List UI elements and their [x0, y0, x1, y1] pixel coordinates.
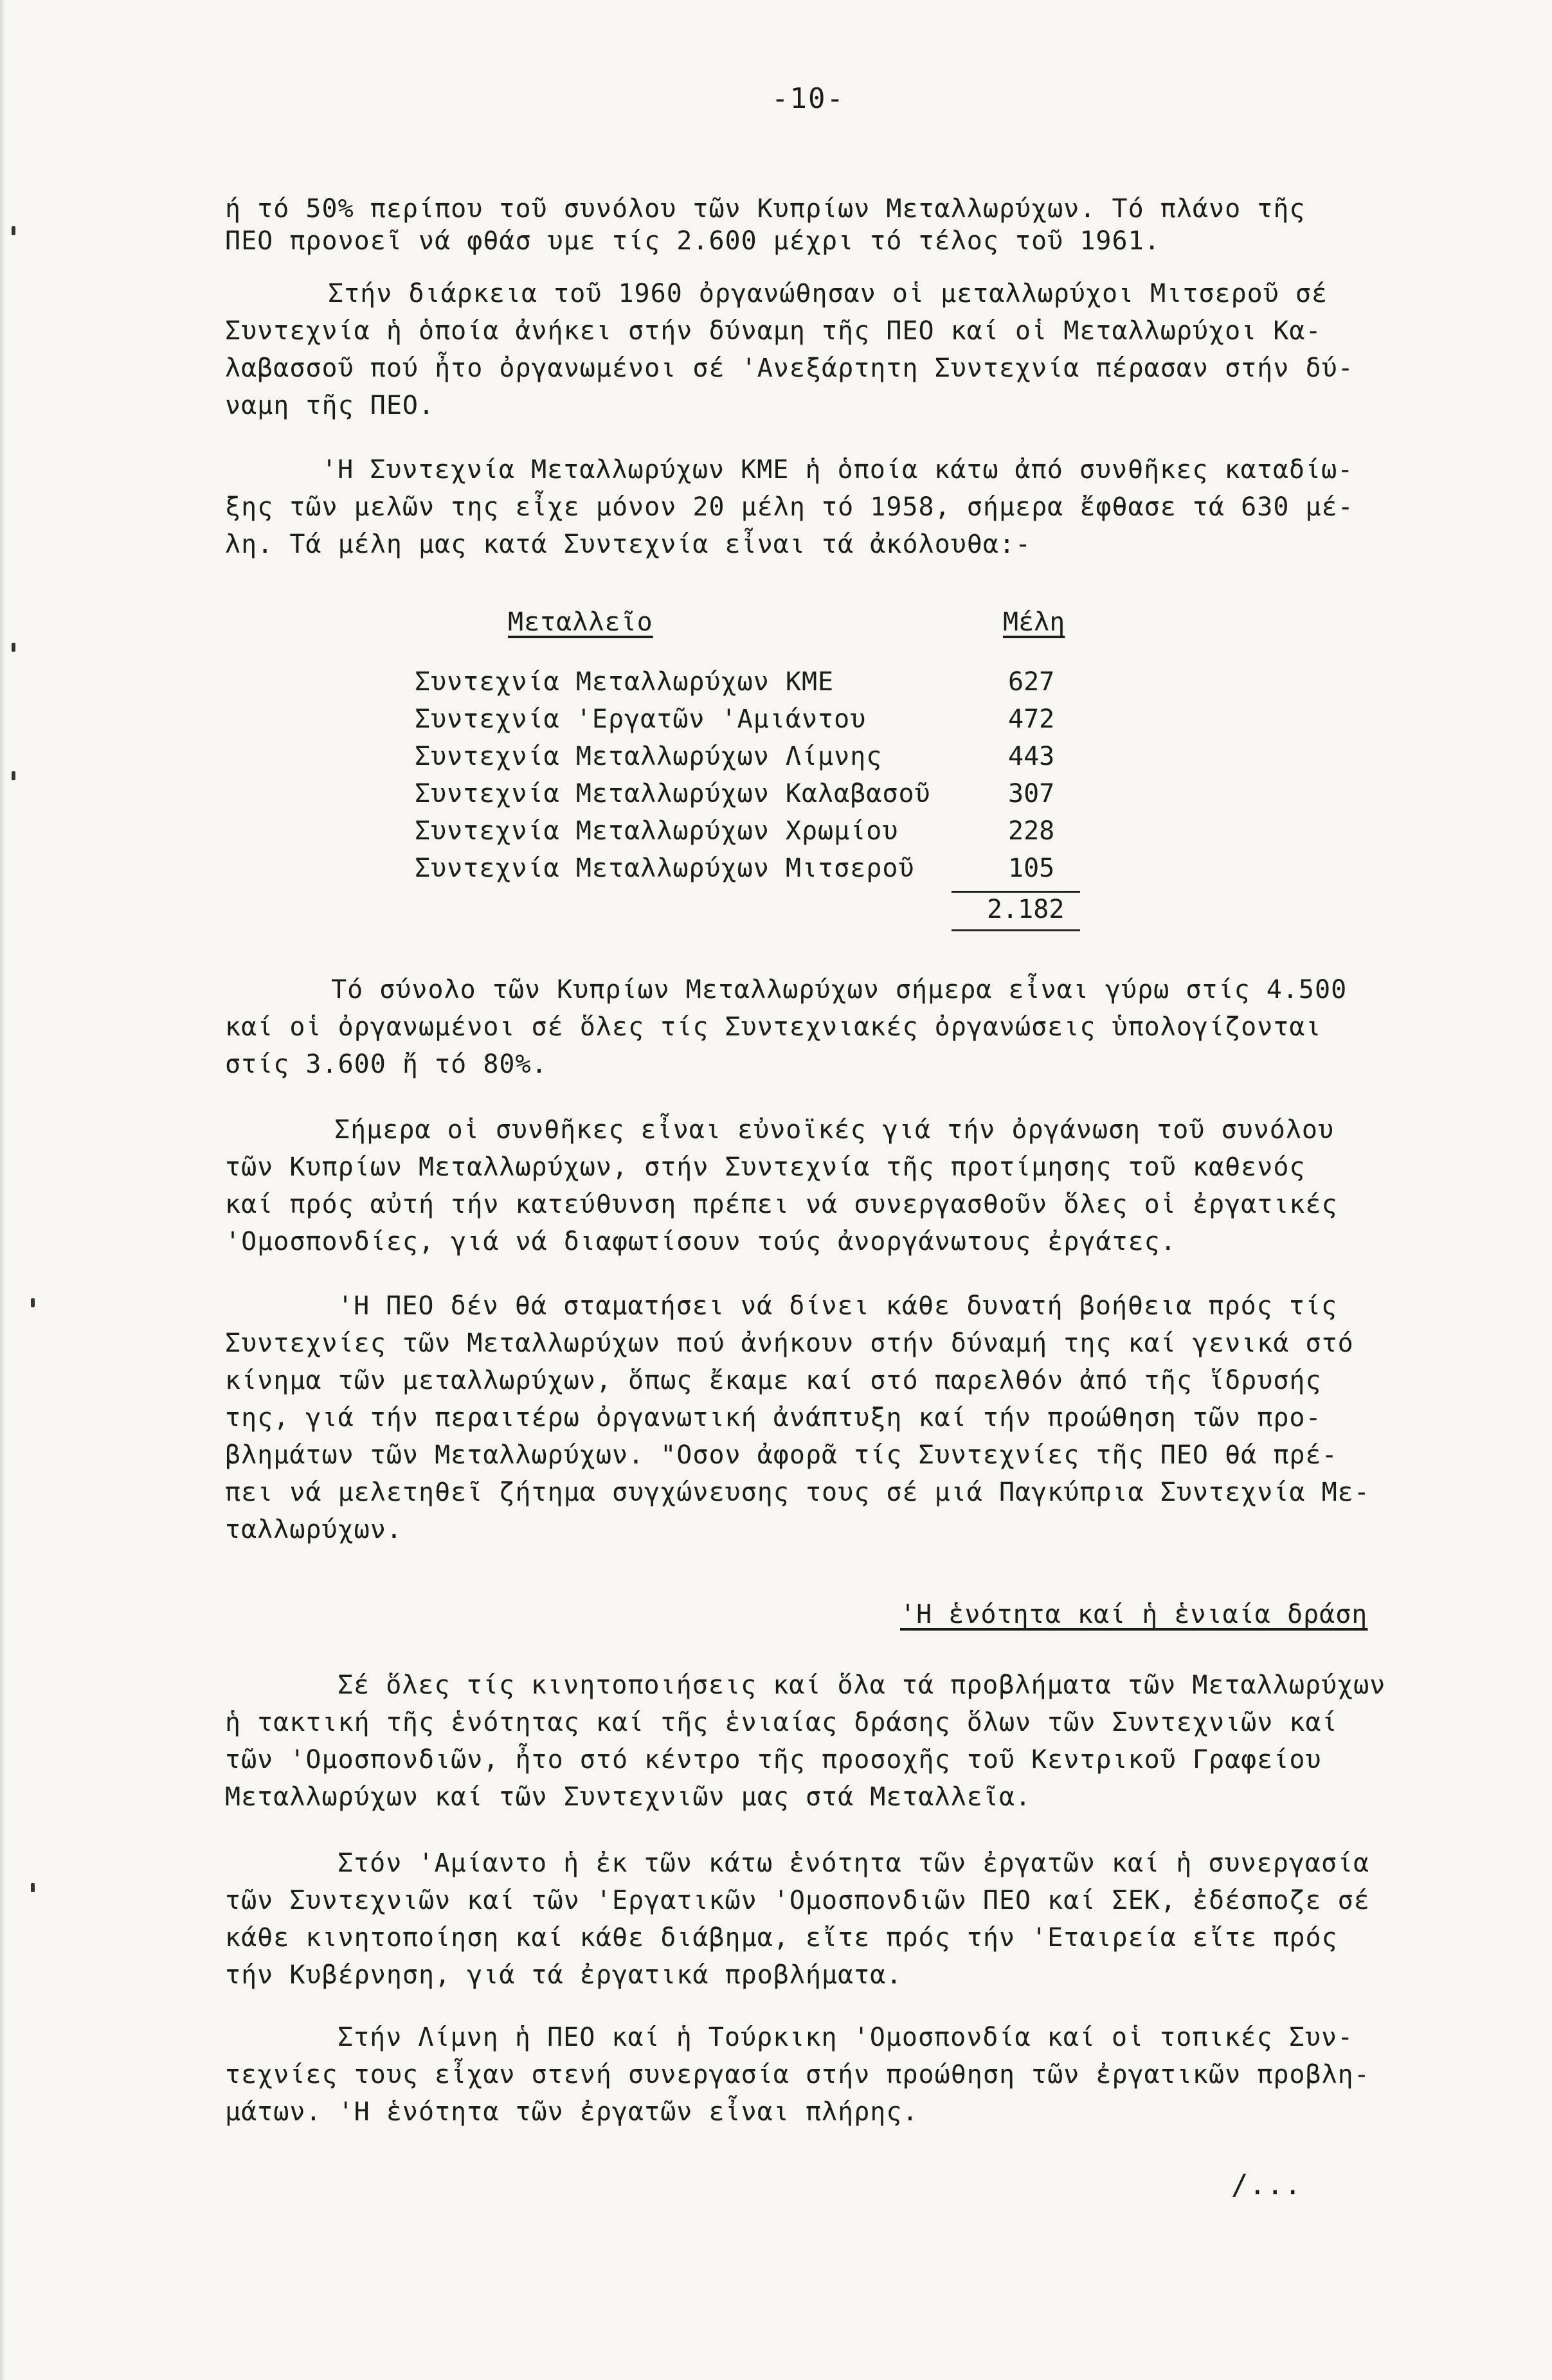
text-line: Σέ ὅλες τίς κινητοποιήσεις καί ὅλα τά προβλήματα τῶν Μεταλλωρύχων	[338, 1670, 1386, 1700]
text-line: λη. Τά μέλη μας κατά Συντεχνία εἶναι τά ἀκόλουθα:-	[225, 530, 1032, 559]
text-line: μάτων. 'Η ἑνότητα τῶν ἐργατῶν εἶναι πλήρης.	[225, 2097, 919, 2127]
table-row-value: 307	[1008, 779, 1055, 809]
table-row-name: Συντεχνία Μεταλλωρύχων ΚΜΕ	[415, 667, 835, 697]
text-line: στίς 3.600 ἤ τό 80%.	[225, 1050, 548, 1079]
text-line: λαβασσοῦ πού ἦτο ὀργανωμένοι σέ 'Ανεξάρτητη Συντεχνία πέρασαν στήν δύ-	[225, 353, 1354, 383]
table-row-value: 627	[1008, 667, 1055, 697]
table-row-value: 105	[1008, 854, 1055, 883]
scan-speck	[31, 1883, 35, 1892]
text-line: τῶν Συντεχνιῶν καί τῶν 'Εργατικῶν 'Ομοσπονδιῶν ΠΕΟ καί ΣΕΚ, ἐδέσποζε σέ	[225, 1886, 1370, 1915]
text-line: Σήμερα οἱ συνθῆκες εἶναι εὐνοϊκές γιά τήν ὀργάνωση τοῦ συνόλου	[334, 1115, 1335, 1145]
text-line: της, γιά τήν περαιτέρω ὀργανωτική ἀνάπτυξη καί τήν προώθηση τῶν προ-	[225, 1403, 1322, 1433]
table-total-underline	[952, 929, 1080, 931]
scan-speck	[12, 771, 15, 780]
scan-speck	[12, 643, 15, 652]
text-line: Στόν 'Αμίαντο ἡ ἐκ τῶν κάτω ἑνότητα τῶν ἐργατῶν καί ἡ συνεργασία	[338, 1848, 1370, 1878]
table-row-name: Συντεχνία Μεταλλωρύχων Λίμνης	[415, 742, 883, 771]
table-row-value: 443	[1008, 742, 1055, 771]
text-line: 'Ομοσπονδίες, γιά νά διαφωτίσουν τούς ἀνοργάνωτους ἐργάτες.	[225, 1227, 1177, 1257]
text-line: ἡ τακτική τῆς ἑνότητας καί τῆς ἑνιαίας δράσης ὅλων τῶν Συντεχνιῶν καί	[225, 1708, 1338, 1737]
text-line: Συντεχνίες τῶν Μεταλλωρύχων πού ἀνήκουν στήν δύναμή της καί γενικά στό	[225, 1329, 1354, 1358]
page-number: -10-	[771, 82, 845, 115]
text-line: κίνημα τῶν μεταλλωρύχων, ὅπως ἔκαμε καί στό παρελθόν ἀπό τῆς ἵδρυσής	[225, 1366, 1322, 1395]
table-row-name: Συντεχνία Μεταλλωρύχων Μιτσεροῦ	[415, 854, 915, 883]
text-line: 'Η ΠΕΟ δέν θά σταματήσει νά δίνει κάθε δυνατή βοήθεια πρός τίς	[338, 1291, 1338, 1321]
text-line: ταλλωρύχων.	[225, 1515, 402, 1544]
table-header-mine: Μεταλλεῖο	[508, 607, 653, 637]
continuation-mark: /...	[1231, 2169, 1302, 2201]
text-line: κάθε κινητοποίηση καί κάθε διάβημα, εἴτε πρός τήν 'Εταιρεία εἴτε πρός	[225, 1923, 1338, 1953]
text-line: ή τό 50% περίπου τοῦ συνόλου τῶν Κυπρίων Μεταλλωρύχων. Τό πλάνο τῆς	[225, 194, 1306, 224]
text-line: ναμη τῆς ΠΕΟ.	[225, 391, 435, 420]
text-line: Στήν Λίμνη ἡ ΠΕΟ καί ἡ Τούρκικη 'Ομοσπονδία καί οἱ τοπικές Συν-	[338, 2023, 1354, 2052]
text-line: βλημάτων τῶν Μεταλλωρύχων. "Οσον ἀφορᾶ τίς Συντεχνίες τῆς ΠΕΟ θά πρέ-	[225, 1440, 1338, 1470]
table-total-rule	[952, 891, 1080, 893]
table-header-members: Μέλη	[1003, 607, 1065, 637]
text-line: καί οἱ ὀργανωμένοι σέ ὅλες τίς Συντεχνιακές ὀργανώσεις ὑπολογίζονται	[225, 1012, 1322, 1042]
text-line: Συντεχνία ἡ ὁποία ἀνήκει στήν δύναμη τῆς ΠΕΟ καί οἱ Μεταλλωρύχοι Κα-	[225, 316, 1322, 346]
table-row-value: 472	[1008, 704, 1055, 734]
scan-edge-shadow	[0, 0, 5, 2380]
scan-speck	[12, 226, 15, 235]
table-row-name: Συντεχνία 'Εργατῶν 'Αμιάντου	[415, 704, 867, 734]
text-line: τήν Κυβέρνηση, γιά τά ἐργατικά προβλήματα.	[225, 1960, 903, 1990]
text-line: τεχνίες τους εἶχαν στενή συνεργασία στήν προώθηση τῶν ἐργατικῶν προβλη-	[225, 2060, 1370, 2089]
text-line: ΠΕΟ προνοεῖ νά φθάσ υμε τίς 2.600 μέχρι τό τέλος τοῦ 1961.	[225, 226, 1160, 256]
text-line: Τό σύνολο τῶν Κυπρίων Μεταλλωρύχων σήμερα εἶναι γύρω στίς 4.500	[331, 975, 1348, 1005]
table-row-value: 228	[1008, 816, 1055, 846]
table-row-name: Συντεχνία Μεταλλωρύχων Καλαβασοῦ	[415, 779, 931, 809]
scan-speck	[31, 1298, 35, 1307]
section-heading: 'Η ἑνότητα καί ἡ ἑνιαία δράση	[900, 1600, 1368, 1629]
text-line: 'Η Συντεχνία Μεταλλωρύχων ΚΜΕ ἡ ὁποία κάτω ἀπό συνθῆκες καταδίω-	[321, 455, 1354, 485]
text-line: Μεταλλωρύχων καί τῶν Συντεχνιῶν μας στά Μεταλλεῖα.	[225, 1782, 1032, 1812]
text-line: τῶν Κυπρίων Μεταλλωρύχων, στήν Συντεχνία τῆς προτίμησης τοῦ καθενός	[225, 1152, 1306, 1182]
text-line: ξης τῶν μελῶν της εἶχε μόνον 20 μέλη τό 1958, σήμερα ἔφθασε τά 630 μέ-	[225, 492, 1354, 522]
text-line: τῶν 'Ομοσπονδιῶν, ἦτο στό κέντρο τῆς προσοχῆς τοῦ Κεντρικοῦ Γραφείου	[225, 1745, 1322, 1775]
table-total: 2.182	[987, 895, 1065, 924]
text-line: πει νά μελετηθεῖ ζήτημα συγχώνευσης τους σέ μιά Παγκύπρια Συντεχνία Με-	[225, 1478, 1370, 1507]
text-line: καί πρός αὐτή τήν κατεύθυνση πρέπει νά συνεργασθοῦν ὅλες οἱ ἐργατικές	[225, 1190, 1338, 1219]
table-row-name: Συντεχνία Μεταλλωρύχων Χρωμίου	[415, 816, 899, 846]
text-line: Στήν διάρκεια τοῦ 1960 ὀργανώθησαν οἱ μεταλλωρύχοι Μιτσεροῦ σέ	[328, 279, 1328, 309]
